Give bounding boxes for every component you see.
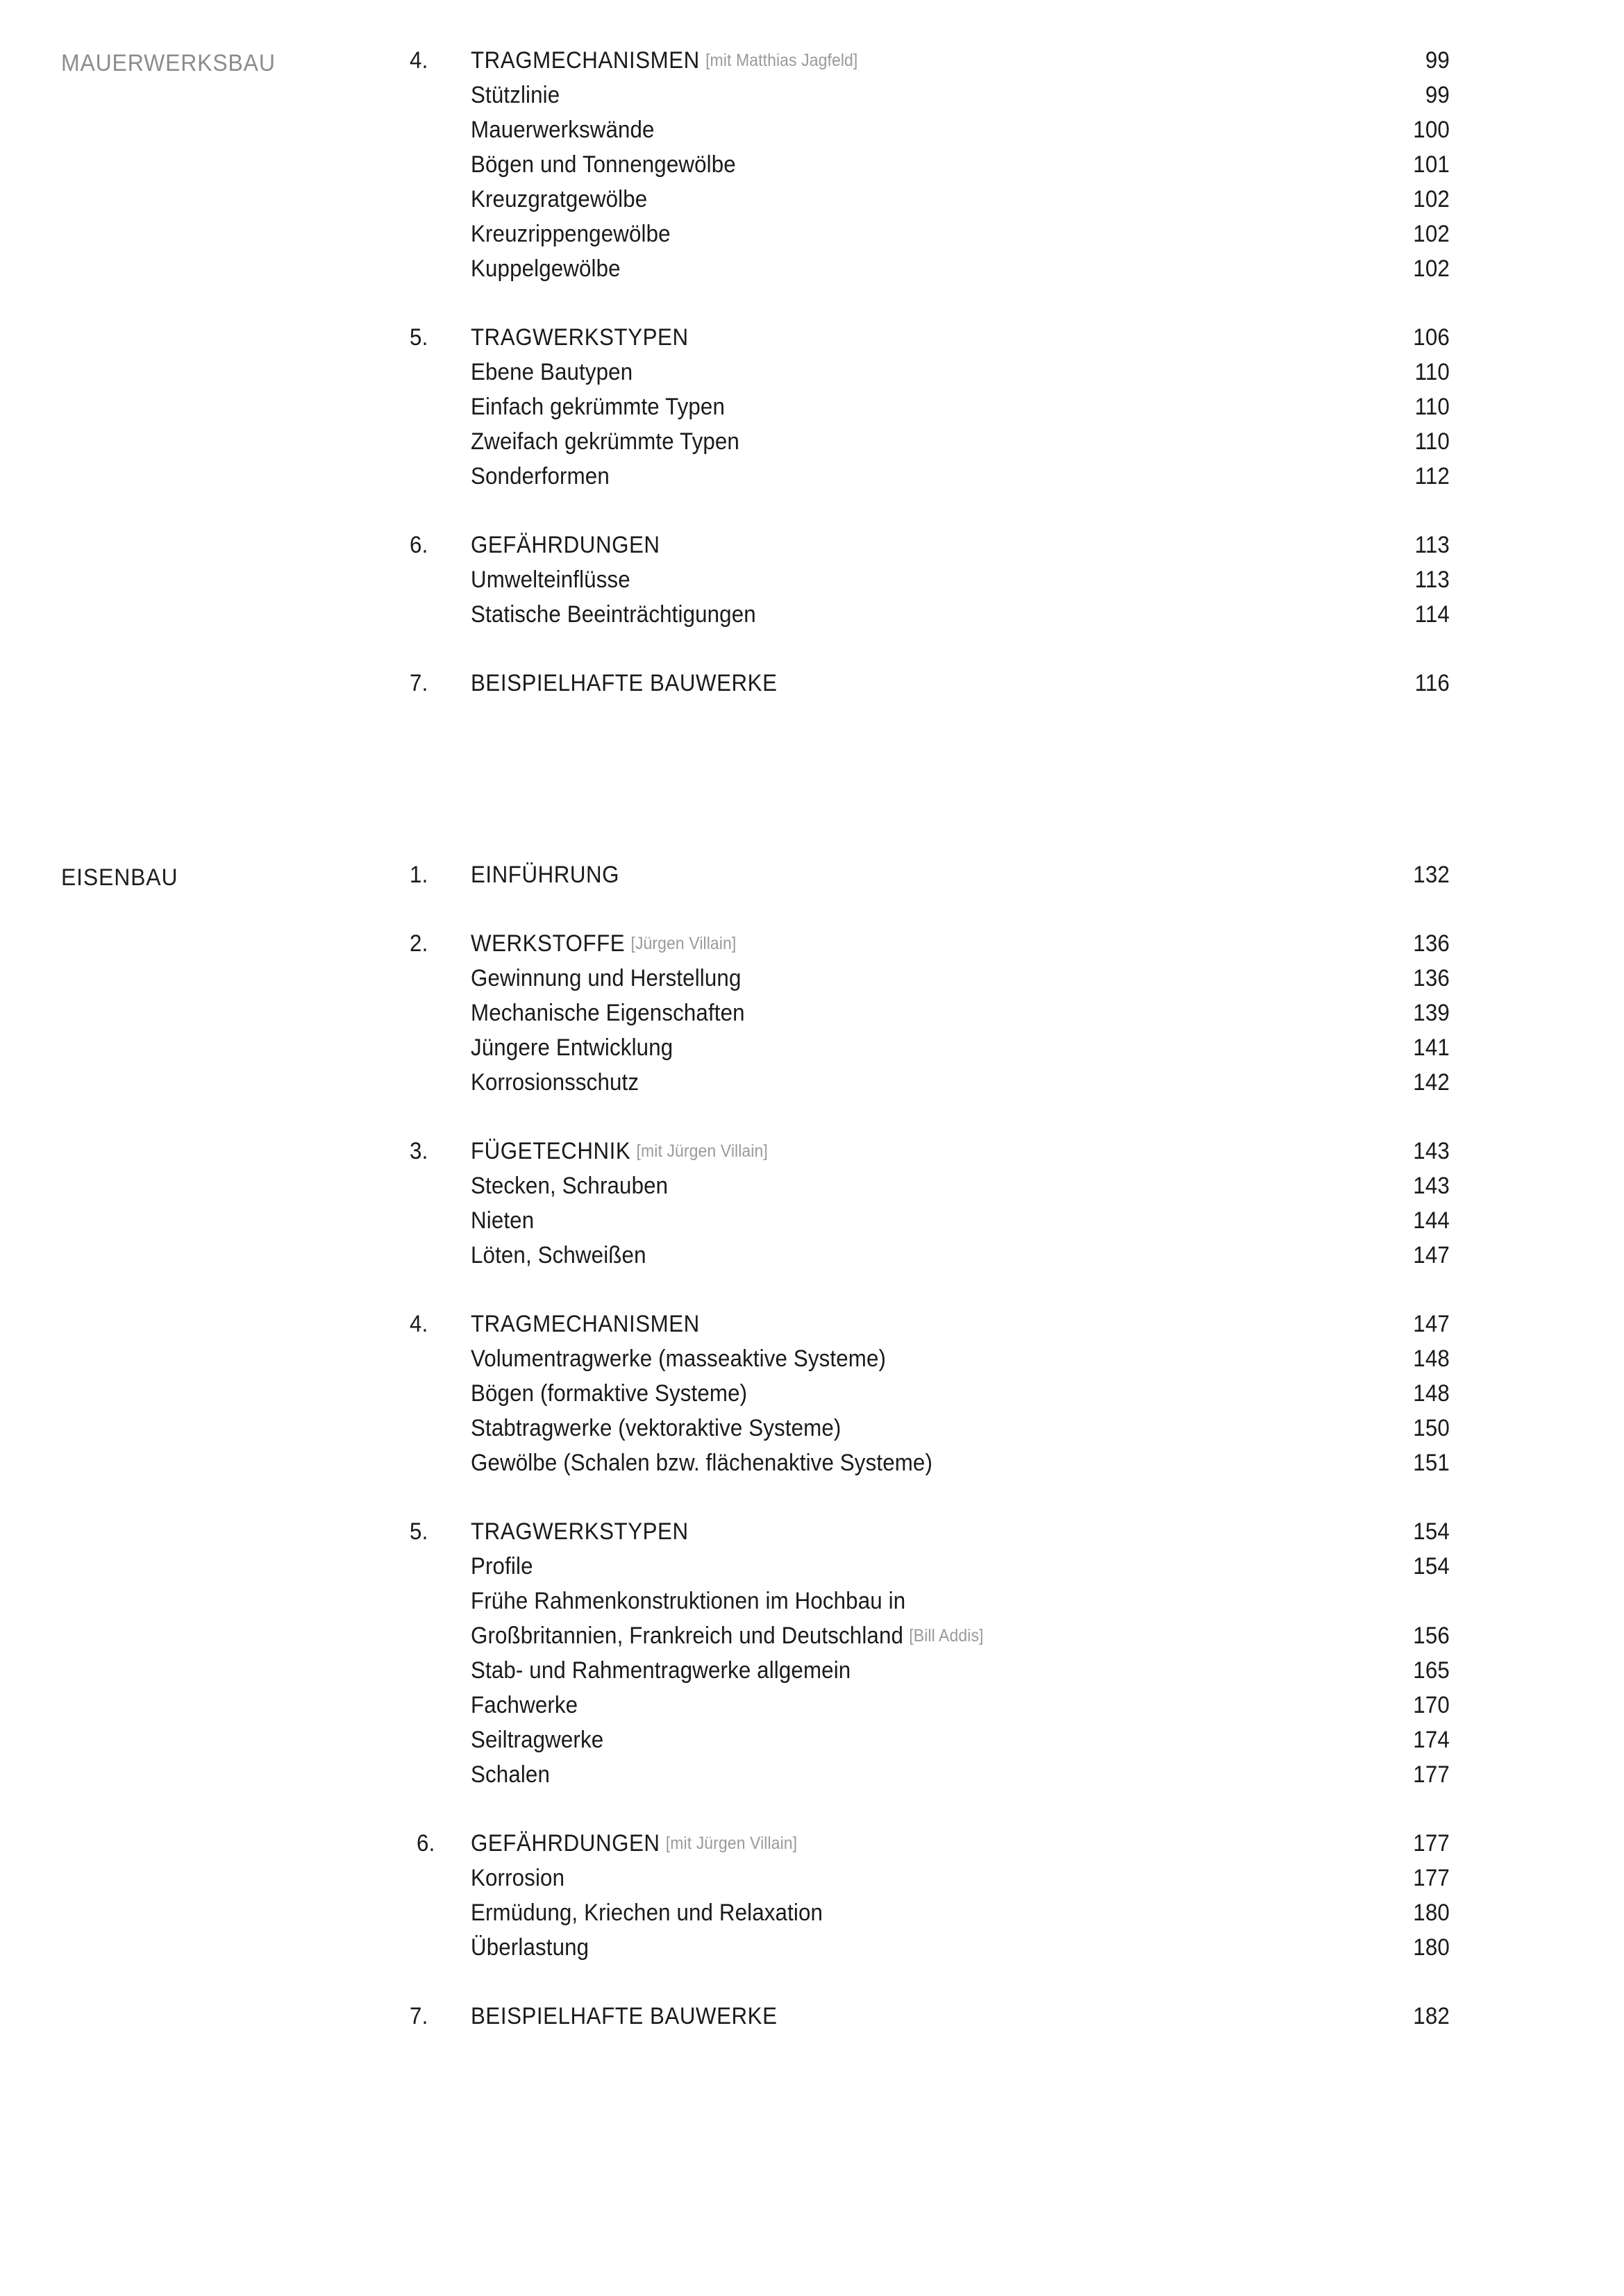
entry-title: Stabtragwerke (vektoraktive Systeme) xyxy=(471,1415,842,1441)
chapter-group xyxy=(410,666,1624,701)
page-number: 182 xyxy=(1413,2003,1450,2029)
toc-chapter-row[interactable] xyxy=(410,1307,1624,1341)
entry-title: TRAGWERKSTYPEN xyxy=(471,1518,689,1545)
toc-chapter-row[interactable] xyxy=(410,666,1624,701)
toc-entry-row[interactable] xyxy=(410,78,1624,112)
entry-title-wrap xyxy=(471,1688,578,1723)
page-number: 143 xyxy=(1413,1173,1450,1199)
entry-title-wrap xyxy=(471,320,689,355)
page-number: 177 xyxy=(1413,1865,1450,1891)
entry-title-wrap xyxy=(471,1999,777,2034)
entry-title: BEISPIELHAFTE BAUWERKE xyxy=(471,670,778,696)
toc-chapter-row[interactable] xyxy=(410,857,1624,892)
toc-entry-row[interactable] xyxy=(410,424,1624,459)
toc-chapter-row[interactable] xyxy=(410,926,1624,961)
entry-title-wrap xyxy=(471,1411,841,1446)
entry-title-wrap xyxy=(471,43,857,80)
entry-title-wrap xyxy=(471,562,630,597)
entry-title: Mechanische Eigenschaften xyxy=(471,1000,745,1026)
toc-chapter-row[interactable] xyxy=(410,1514,1624,1549)
entry-title-wrap xyxy=(471,459,610,494)
page-number: 147 xyxy=(1413,1311,1450,1337)
entry-title: FÜGETECHNIK xyxy=(471,1138,631,1164)
chapter-group xyxy=(410,320,1624,494)
chapter-group xyxy=(410,528,1624,632)
page-number: 102 xyxy=(1413,221,1450,247)
toc-entry-row[interactable] xyxy=(410,1168,1624,1203)
toc-entry-row[interactable] xyxy=(410,1341,1624,1376)
entry-title: Volumentragwerke (masseaktive Systeme) xyxy=(471,1346,887,1372)
entry-title: Ebene Bautypen xyxy=(471,359,633,385)
toc-entry-row[interactable] xyxy=(410,1895,1624,1930)
entry-title: Zweifach gekrümmte Typen xyxy=(471,428,739,455)
page-number: 151 xyxy=(1413,1450,1450,1476)
page-number: 113 xyxy=(1414,567,1450,593)
entry-title-wrap xyxy=(471,1307,700,1341)
entry-title: Ermüdung, Kriechen und Relaxation xyxy=(471,1900,823,1926)
toc-section-inner xyxy=(61,857,1624,2034)
toc-chapter-row[interactable] xyxy=(410,1999,1624,2034)
toc-entry-row[interactable] xyxy=(410,1757,1624,1792)
entry-title: Stab- und Rahmentragwerke allgemein xyxy=(471,1657,851,1684)
entry-title: Nieten xyxy=(471,1207,535,1234)
page-number: 144 xyxy=(1413,1207,1450,1234)
contributor-note: [mit Jürgen Villain] xyxy=(636,1141,768,1161)
toc-entry-row[interactable] xyxy=(410,1930,1624,1965)
entry-title-wrap xyxy=(471,1861,564,1895)
page-number: 112 xyxy=(1414,463,1450,489)
page-number: 99 xyxy=(1425,82,1450,108)
contributor-note: [Bill Addis] xyxy=(909,1626,984,1645)
page-number: 99 xyxy=(1425,47,1450,74)
entry-title: Seiltragwerke xyxy=(471,1727,604,1753)
toc-section-block xyxy=(0,0,1624,701)
entry-title-wrap xyxy=(471,251,621,286)
toc-chapter-row[interactable] xyxy=(410,528,1624,562)
entry-title-wrap xyxy=(471,1895,823,1930)
chapter-group xyxy=(410,1134,1624,1273)
entry-title-wrap xyxy=(471,1723,603,1757)
page-number: 141 xyxy=(1413,1034,1450,1061)
entry-title-wrap xyxy=(471,1618,984,1655)
entry-title: Korrosionsschutz xyxy=(471,1069,639,1096)
entry-title: Großbritannien, Frankreich und Deutschland xyxy=(471,1623,904,1649)
contributor-note: [Jürgen Villain] xyxy=(630,934,737,953)
page-number: 148 xyxy=(1413,1346,1450,1372)
page-number: 180 xyxy=(1413,1900,1450,1926)
toc-entry-row[interactable] xyxy=(410,996,1624,1030)
toc-entry-row[interactable] xyxy=(410,459,1624,494)
toc-entry-row[interactable] xyxy=(410,1688,1624,1723)
chapter-number: 5. xyxy=(410,1518,428,1545)
entry-title: Jüngere Entwicklung xyxy=(471,1034,673,1061)
toc-entry-row[interactable] xyxy=(410,355,1624,389)
toc-entry-row[interactable] xyxy=(410,1584,1624,1618)
chapter-number: 6. xyxy=(417,1830,435,1857)
chapter-group xyxy=(410,926,1624,1100)
toc-chapter-row[interactable] xyxy=(410,43,1624,78)
contributor-note: [mit Jürgen Villain] xyxy=(665,1834,798,1853)
entry-title: Fachwerke xyxy=(471,1692,578,1718)
page-number: 148 xyxy=(1413,1380,1450,1407)
page-number: 174 xyxy=(1413,1727,1450,1753)
page-number: 147 xyxy=(1413,1242,1450,1268)
discipline-label: EISENBAU xyxy=(61,864,178,891)
chapter-group xyxy=(410,857,1624,892)
page-number: 142 xyxy=(1413,1069,1450,1096)
page-number: 110 xyxy=(1414,359,1450,385)
chapter-number: 4. xyxy=(410,47,428,74)
entry-title-wrap xyxy=(471,389,725,424)
entry-title: Bögen (formaktive Systeme) xyxy=(471,1380,748,1407)
toc-entry-row[interactable] xyxy=(410,1723,1624,1757)
toc-entry-row[interactable] xyxy=(410,217,1624,251)
entry-title-wrap xyxy=(471,1168,668,1203)
entry-title: Kreuzrippengewölbe xyxy=(471,221,671,247)
entry-title-wrap xyxy=(471,528,660,562)
toc-chapter-row[interactable] xyxy=(410,320,1624,355)
toc-section-block xyxy=(0,701,1624,2034)
page-number: 106 xyxy=(1413,324,1450,351)
entry-title: GEFÄHRDUNGEN xyxy=(471,532,660,558)
entry-title: GEFÄHRDUNGEN xyxy=(471,1830,660,1857)
entry-title: EINFÜHRUNG xyxy=(471,862,620,888)
toc-chapter-row[interactable] xyxy=(410,1826,1624,1861)
entry-title: Überlastung xyxy=(471,1934,589,1961)
chapter-number: 1. xyxy=(410,862,428,888)
entry-title-wrap xyxy=(471,1341,886,1376)
toc-entry-row[interactable] xyxy=(410,1653,1624,1688)
entry-title: Gewölbe (Schalen bzw. flächenaktive Systeme) xyxy=(471,1450,933,1476)
entry-title-wrap xyxy=(471,1030,673,1065)
toc-chapter-row[interactable] xyxy=(410,1134,1624,1168)
toc-section-inner xyxy=(61,43,1624,701)
chapter-number: 2. xyxy=(410,930,428,957)
toc-entry-row[interactable] xyxy=(410,1238,1624,1273)
page-number: 102 xyxy=(1413,186,1450,212)
page-number: 101 xyxy=(1413,151,1450,178)
toc-entry-row[interactable] xyxy=(410,1446,1624,1480)
chapter-number: 7. xyxy=(410,670,428,696)
chapter-group xyxy=(410,1999,1624,2034)
entry-title-wrap xyxy=(471,1930,589,1965)
entry-title-wrap xyxy=(471,597,756,632)
toc-entry-row[interactable] xyxy=(410,1030,1624,1065)
chapter-group xyxy=(410,1826,1624,1965)
entry-title-wrap xyxy=(471,996,745,1030)
toc-entry-row[interactable] xyxy=(410,1549,1624,1584)
page-number: 165 xyxy=(1413,1657,1450,1684)
toc-entry-row[interactable] xyxy=(410,112,1624,147)
entry-title-wrap xyxy=(471,112,655,147)
page-number: 110 xyxy=(1414,394,1450,420)
entry-title-wrap xyxy=(471,1065,639,1100)
entry-title: TRAGMECHANISMEN xyxy=(471,1311,700,1337)
entry-title: Kreuzgratgewölbe xyxy=(471,186,648,212)
entry-title-wrap xyxy=(471,1203,534,1238)
entry-title-wrap xyxy=(471,147,736,182)
page-number: 170 xyxy=(1413,1692,1450,1718)
chapter-number: 5. xyxy=(410,324,428,351)
chapter-group xyxy=(410,43,1624,286)
entry-title: Einfach gekrümmte Typen xyxy=(471,394,725,420)
entry-title-wrap xyxy=(471,182,647,217)
entry-title: Frühe Rahmenkonstruktionen im Hochbau in xyxy=(471,1588,906,1614)
entry-title: TRAGMECHANISMEN xyxy=(471,47,700,74)
page-number: 156 xyxy=(1413,1623,1450,1649)
page-number: 110 xyxy=(1414,428,1450,455)
toc-entry-row[interactable] xyxy=(410,597,1624,632)
toc-entry-row[interactable] xyxy=(410,562,1624,597)
toc-entry-row[interactable] xyxy=(410,1411,1624,1446)
chapter-number: 7. xyxy=(410,2003,428,2029)
chapter-group xyxy=(410,1307,1624,1480)
entry-title: Stecken, Schrauben xyxy=(471,1173,669,1199)
entry-title: Mauerwerkswände xyxy=(471,117,655,143)
entry-title-wrap xyxy=(471,1376,747,1411)
entry-title-wrap xyxy=(471,217,671,251)
entry-title-wrap xyxy=(471,78,560,112)
entry-title-wrap xyxy=(471,857,619,892)
toc-entry-row[interactable] xyxy=(410,389,1624,424)
entry-title-wrap xyxy=(471,1514,689,1549)
page-number: 136 xyxy=(1413,965,1450,991)
page-number: 114 xyxy=(1414,601,1450,628)
entry-title-wrap xyxy=(471,1446,932,1480)
entry-title: BEISPIELHAFTE BAUWERKE xyxy=(471,2003,778,2029)
page-number: 150 xyxy=(1413,1415,1450,1441)
entry-title: Kuppelgewölbe xyxy=(471,255,621,282)
entry-title: Stützlinie xyxy=(471,82,560,108)
page-number: 116 xyxy=(1414,670,1450,696)
page-number: 132 xyxy=(1413,862,1450,888)
page-number: 136 xyxy=(1413,930,1450,957)
contributor-note: [mit Matthias Jagfeld] xyxy=(705,51,858,70)
entry-title-wrap xyxy=(471,1238,646,1273)
entry-title: WERKSTOFFE xyxy=(471,930,626,957)
entry-title: Löten, Schweißen xyxy=(471,1242,646,1268)
entry-title-wrap xyxy=(471,424,739,459)
entry-title-wrap xyxy=(471,666,777,701)
page-number: 139 xyxy=(1413,1000,1450,1026)
toc-entry-row[interactable] xyxy=(410,1065,1624,1100)
page-number: 143 xyxy=(1413,1138,1450,1164)
entry-title: TRAGWERKSTYPEN xyxy=(471,324,689,351)
toc-entry-row[interactable] xyxy=(410,251,1624,286)
page-number: 113 xyxy=(1414,532,1450,558)
toc-entry-row[interactable] xyxy=(410,961,1624,996)
entry-title-wrap xyxy=(471,961,741,996)
toc-entry-row[interactable] xyxy=(410,1861,1624,1895)
toc-entry-row[interactable] xyxy=(410,147,1624,182)
page-number: 100 xyxy=(1413,117,1450,143)
entry-title-wrap xyxy=(471,1584,905,1618)
entry-title: Profile xyxy=(471,1553,533,1579)
entry-title-wrap xyxy=(471,1653,851,1688)
entry-title: Bögen und Tonnengewölbe xyxy=(471,151,736,178)
page-number: 154 xyxy=(1413,1553,1450,1579)
toc-entry-row[interactable] xyxy=(410,1618,1624,1653)
chapter-number: 4. xyxy=(410,1311,428,1337)
entry-title: Gewinnung und Herstellung xyxy=(471,965,742,991)
entry-title: Korrosion xyxy=(471,1865,565,1891)
entry-title: Sonderformen xyxy=(471,463,610,489)
entry-title-wrap xyxy=(471,1826,797,1863)
toc-entry-row[interactable] xyxy=(410,1203,1624,1238)
entry-title-wrap xyxy=(471,1549,533,1584)
entry-title: Schalen xyxy=(471,1761,551,1788)
toc-entry-row[interactable] xyxy=(410,182,1624,217)
chapter-group xyxy=(410,1514,1624,1792)
entry-title: Statische Beeinträchtigungen xyxy=(471,601,756,628)
entry-title-wrap xyxy=(471,926,736,963)
page-number: 102 xyxy=(1413,255,1450,282)
entry-title-wrap xyxy=(471,1134,768,1171)
page-number: 154 xyxy=(1413,1518,1450,1545)
chapter-number: 3. xyxy=(410,1138,428,1164)
page-number: 177 xyxy=(1413,1830,1450,1857)
entry-title-wrap xyxy=(471,355,633,389)
entry-title: Umwelteinflüsse xyxy=(471,567,630,593)
page-number: 180 xyxy=(1413,1934,1450,1961)
toc-entry-row[interactable] xyxy=(410,1376,1624,1411)
chapter-number: 6. xyxy=(410,532,428,558)
page-number: 177 xyxy=(1413,1761,1450,1788)
entry-title-wrap xyxy=(471,1757,550,1792)
discipline-label: MAUERWERKSBAU xyxy=(61,50,276,76)
